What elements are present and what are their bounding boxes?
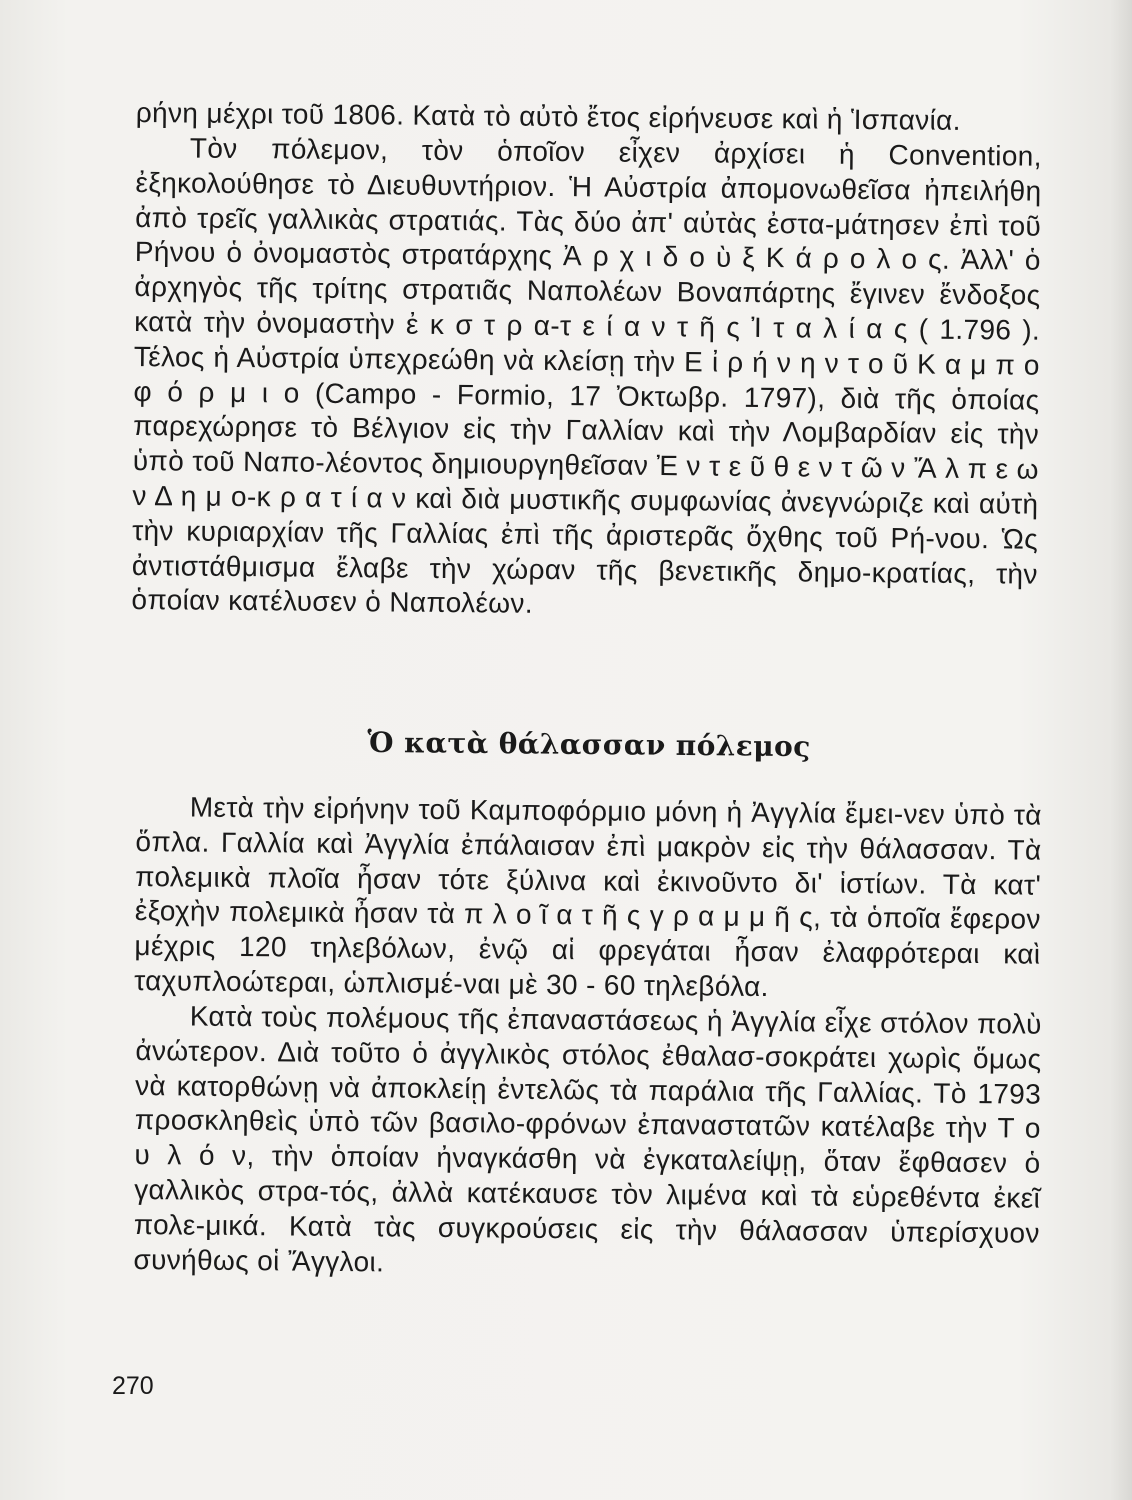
- paragraph-naval-ships: Μετὰ τὴν εἰρήνην τοῦ Καμποφόρμιο μόνη ἡ Ἀγγλία ἔμει-νεν ὑπὸ τὰ ὅπλα. Γαλλία καὶ Ἀγγλία ἐπάλαισαν ἐπὶ μακρὸν εἰς τὴν θάλασσαν. Τὰ πολεμικὰ πλοῖα ἦσαν τότε ξύλινα καὶ ἐκινοῦντο δι' ἱστίων. Τὰ κατ' ἐξοχὴν πολεμικὰ ἦσαν τὰ π λ ο ῖ α τ ῆ ς γ ρ α μ μ ῆ ς, τὰ ὁποῖα ἔφερον μέχρις 120 τηλεβόλων, ἐνῷ αἱ φρεγάται ἦσαν ἐλαφρότεραι καὶ ταχυπλοώτεραι, ὡπλισμέ-ναι μὲ 30 - 60 τηλεβόλα.: [134, 791, 1042, 1003]
- page-number: 270: [112, 1372, 154, 1400]
- section-heading: Ὁ κατὰ θάλασσαν πόλεμος: [367, 725, 811, 764]
- page-edge-shadow: [1110, 0, 1132, 1500]
- paragraph-campaigns: Τὸν πόλεμον, τὸν ὁποῖον εἶχεν ἀρχίσει ἡ Convention, ἐξηκολούθησε τὸ Διευθυντήριον. Ἡ Αὐστρία ἀπομονωθεῖσα ἠπειλήθη ἀπὸ τρεῖς γαλλικὰς στρατιάς. Τὰς δύο ἀπ' αὐτὰς ἐστα-μάτησεν ἐπὶ τοῦ Ρήνου ὁ ὀνομαστὸς στρατάρχης Ἀ ρ χ ι δ ο ὺ ξ Κ ά ρ ο λ ο ς. Ἀλλ' ὁ ἀρχηγὸς τῆς τρίτης στρατιᾶς Ναπολέων Βοναπάρτης ἔγινεν ἔνδοξος κατὰ τὴν ὀνομαστὴν ἐ κ σ τ ρ α-τ ε ί α ν τ ῆ ς Ἰ τ α λ ί α ς ( 1.796 ). Τέλος ἡ Αὐστρία ὑπεχρεώθη νὰ κλείσῃ τὴν Ε ἰ ρ ή ν η ν τ ο ῦ Κ α μ π ο φ ό ρ μ ι ο (Campo - Formio, 17 Ὀκτωβρ. 1797), διὰ τῆς ὁποίας παρεχώρησε τὸ Βέλγιον εἰς τὴν Γαλλίαν καὶ τὴν Λομβαρδίαν εἰς τὴν ὑπὸ τοῦ Ναπο-λέοντος δημιουργηθεῖσαν Ἐ ν τ ε ῦ θ ε ν τ ῶ ν Ἄ λ π ε ω ν Δ η μ ο-κ ρ α τ ί α ν καὶ διὰ μυστικῆς συμφωνίας ἀνεγνώριζε καὶ αὐτὴ τὴν κυριαρχίαν τῆς Γαλλίας ἐπὶ τῆς ἀριστερᾶς ὄχθης τοῦ Ρή-νου. Ὡς ἀντιστάθμισμα ἔλαβε τὴν χώραν τῆς βενετικῆς δημο-κρατίας, τὴν ὁποίαν κατέλυσεν ὁ Ναπολέων.: [131, 132, 1042, 619]
- section-naval-war: [133, 790, 1042, 1277]
- section-preceding-text: [131, 96, 1042, 619]
- paragraph-english-fleet: Κατὰ τοὺς πολέμους τῆς ἐπαναστάσεως ἡ Ἀγγλία εἶχε στόλον πολὺ ἀνώτερον. Διὰ τοῦτο ὁ ἀγγλικὸς στόλος ἐθαλασ-σοκράτει χωρὶς ὅμως νὰ κατορθώνῃ νὰ ἀποκλείῃ ἐντελῶς τὰ παράλια τῆς Γαλλίας. Τὸ 1793 προσκληθεὶς ὑπὸ τῶν βασιλο-φρόνων ἐπαναστατῶν κατέλαβε τὴν Τ ο υ λ ό ν, τὴν ὁποίαν ἠναγκάσθη νὰ ἐγκαταλείψῃ, ὅταν ἔφθασεν ὁ γαλλικὸς στρα-τός, ἀλλὰ κατέκαυσε τὸν λιμένα καὶ τὰ εὑρεθέντα ἐκεῖ πολε-μικά. Κατὰ τὰς συγκρούσεις εἰς τὴν θάλασσαν ὑπερίσχυον συνήθως οἱ Ἄγγλοι.: [133, 1000, 1042, 1277]
- paragraph-continuation: ρήνη μέχρι τοῦ 1806. Κατὰ τὸ αὐτὸ ἔτος εἰρήνευσε καὶ ἡ Ἱσπανία.: [135, 96, 961, 136]
